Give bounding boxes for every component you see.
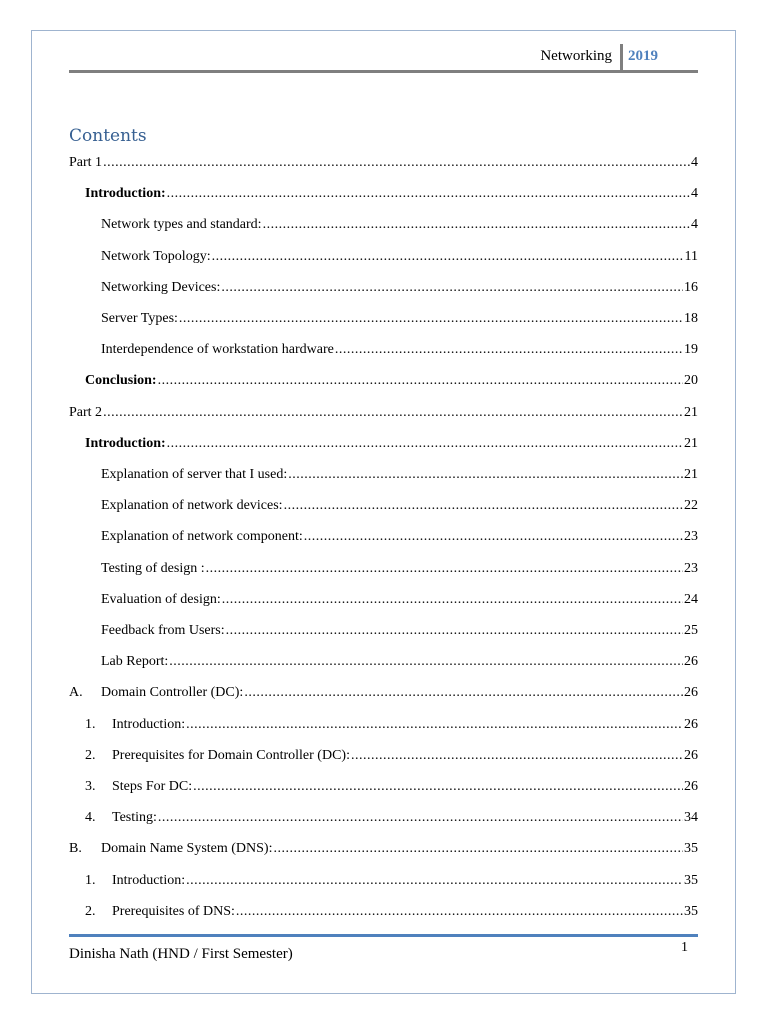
toc-entry[interactable] [101, 311, 698, 331]
toc-entry[interactable] [85, 186, 698, 206]
toc-entry[interactable] [85, 436, 698, 456]
toc-entry[interactable] [69, 405, 698, 425]
toc-entry-label: Network Topology: [101, 248, 211, 264]
toc-entry-label: Explanation of server that I used: [101, 467, 288, 482]
toc-entry-page: 34 [684, 810, 698, 826]
toc-leader-dots [186, 873, 683, 889]
toc-leader-dots [206, 561, 683, 577]
toc-leader-dots [236, 904, 683, 920]
toc-entry-label: Feedback from Users: [101, 623, 225, 638]
toc-entry-page: 4 [691, 217, 698, 233]
toc-entry-label: Testing: [112, 810, 157, 826]
toc-leader-dots [288, 467, 683, 483]
toc-entry-page: 26 [684, 685, 698, 701]
toc-entry[interactable] [85, 904, 698, 924]
toc-leader-dots [167, 436, 683, 452]
toc-entry-page: 11 [684, 248, 698, 264]
toc-entry-page: 26 [684, 654, 698, 670]
toc-entry-label: Explanation of network devices: [101, 498, 283, 514]
toc-leader-dots [222, 592, 683, 608]
toc-entry-label: Prerequisites of DNS: [112, 903, 235, 919]
toc-entry-number: 4. [85, 810, 96, 826]
page-header [69, 44, 698, 72]
toc-entry-label: Introduction: [112, 872, 186, 888]
header-year: 2019 [628, 48, 658, 64]
toc-leader-dots [335, 342, 683, 358]
header-separator [620, 44, 623, 70]
toc-entry-page: 19 [684, 342, 698, 358]
header-title: Networking [540, 48, 612, 64]
toc-entry-page: 23 [684, 529, 698, 545]
toc-leader-dots [226, 623, 683, 639]
toc-entry-page: 22 [684, 498, 698, 514]
toc-entry[interactable] [101, 249, 698, 269]
toc-entry-number: A. [69, 685, 83, 701]
toc-entry-label: Interdependence of workstation hardware [101, 342, 334, 358]
toc-entry-number: 1. [85, 716, 96, 732]
toc-entry-page: 26 [684, 716, 698, 732]
toc-entry-page: 23 [684, 560, 698, 576]
toc-entry-number: B. [69, 841, 82, 857]
toc-entry[interactable] [69, 841, 698, 861]
toc-leader-dots [244, 685, 683, 701]
toc-leader-dots [179, 311, 683, 327]
toc-entry[interactable] [85, 810, 698, 830]
toc-entry-label: Part 1 [69, 155, 103, 170]
toc-leader-dots [169, 654, 683, 670]
toc-entry-label: Testing of design : [101, 560, 205, 576]
toc-leader-dots [158, 373, 683, 389]
toc-entry[interactable] [85, 717, 698, 737]
toc-entry[interactable] [69, 685, 698, 705]
toc-entry-page: 21 [684, 467, 698, 482]
toc-entry-page: 24 [684, 591, 698, 607]
toc-entry[interactable] [101, 654, 698, 674]
toc-entry-page: 26 [684, 747, 698, 763]
header-rule [69, 70, 698, 73]
toc-entry-label: Domain Name System (DNS): [101, 841, 273, 857]
toc-entry-page: 4 [691, 186, 698, 202]
toc-leader-dots [351, 748, 683, 764]
toc-leader-dots [193, 779, 683, 795]
toc-entry[interactable] [85, 779, 698, 799]
toc-entry-label: Domain Controller (DC): [101, 685, 244, 701]
toc-entry[interactable] [69, 155, 698, 175]
toc-entry-page: 20 [684, 373, 698, 389]
toc-leader-dots [273, 841, 683, 857]
toc-entry[interactable] [85, 748, 698, 768]
toc-entry-page: 4 [691, 155, 698, 170]
toc-entry-page: 35 [684, 841, 698, 857]
toc-entry-page: 21 [684, 435, 698, 451]
toc-leader-dots [221, 280, 683, 296]
toc-leader-dots [263, 217, 690, 233]
toc-entry-label: Part 2 [69, 404, 103, 420]
toc-entry[interactable] [101, 623, 698, 643]
toc-entry-label: Lab Report: [101, 654, 169, 670]
toc-leader-dots [186, 717, 683, 733]
toc-entry[interactable] [101, 217, 698, 237]
toc-leader-dots [158, 810, 683, 826]
toc-entry-page: 21 [684, 404, 698, 420]
toc-entry-label: Introduction: [112, 716, 186, 732]
toc-entry[interactable] [101, 342, 698, 362]
toc-leader-dots [304, 529, 683, 545]
toc-entry-label: Server Types: [101, 311, 178, 326]
contents-heading: Contents [69, 126, 147, 146]
toc-entry-number: 1. [85, 872, 96, 888]
toc-entry[interactable] [101, 280, 698, 300]
toc-leader-dots [284, 498, 683, 514]
toc-leader-dots [167, 186, 690, 202]
toc-entry[interactable] [101, 561, 698, 581]
toc-entry-number: 3. [85, 779, 96, 794]
footer-author: Dinisha Nath (HND / First Semester) [69, 946, 293, 962]
toc-entry-number: 2. [85, 903, 96, 919]
toc-entry-page: 26 [684, 779, 698, 794]
toc-entry[interactable] [101, 467, 698, 487]
toc-entry[interactable] [101, 592, 698, 612]
toc-entry-label: Prerequisites for Domain Controller (DC): [112, 747, 350, 763]
toc-entry-page: 35 [684, 872, 698, 888]
footer-page-number: 1 [681, 940, 688, 955]
toc-entry-page: 18 [684, 311, 698, 326]
toc-entry-label: Steps For DC: [112, 779, 193, 794]
toc-entry-label: Networking Devices: [101, 279, 221, 295]
toc-entry-label: Introduction: [85, 186, 166, 202]
toc-leader-dots [103, 405, 683, 421]
toc-entry-label: Evaluation of design: [101, 591, 221, 607]
toc-leader-dots [212, 249, 684, 265]
toc-leader-dots [103, 155, 690, 171]
toc-entry-label: Explanation of network component: [101, 529, 303, 545]
toc-entry-page: 35 [684, 903, 698, 919]
toc-entry[interactable] [85, 373, 698, 393]
toc-entry-page: 16 [684, 279, 698, 295]
toc-entry[interactable] [101, 529, 698, 549]
toc-entry-label: Introduction: [85, 435, 166, 451]
toc-entry-label: Network types and standard: [101, 217, 262, 233]
toc-entry-page: 25 [684, 623, 698, 638]
toc-entry-label: Conclusion: [85, 373, 157, 389]
toc-entry-number: 2. [85, 747, 96, 763]
toc-entry[interactable] [85, 873, 698, 893]
footer-rule [69, 934, 698, 937]
toc-entry[interactable] [101, 498, 698, 518]
